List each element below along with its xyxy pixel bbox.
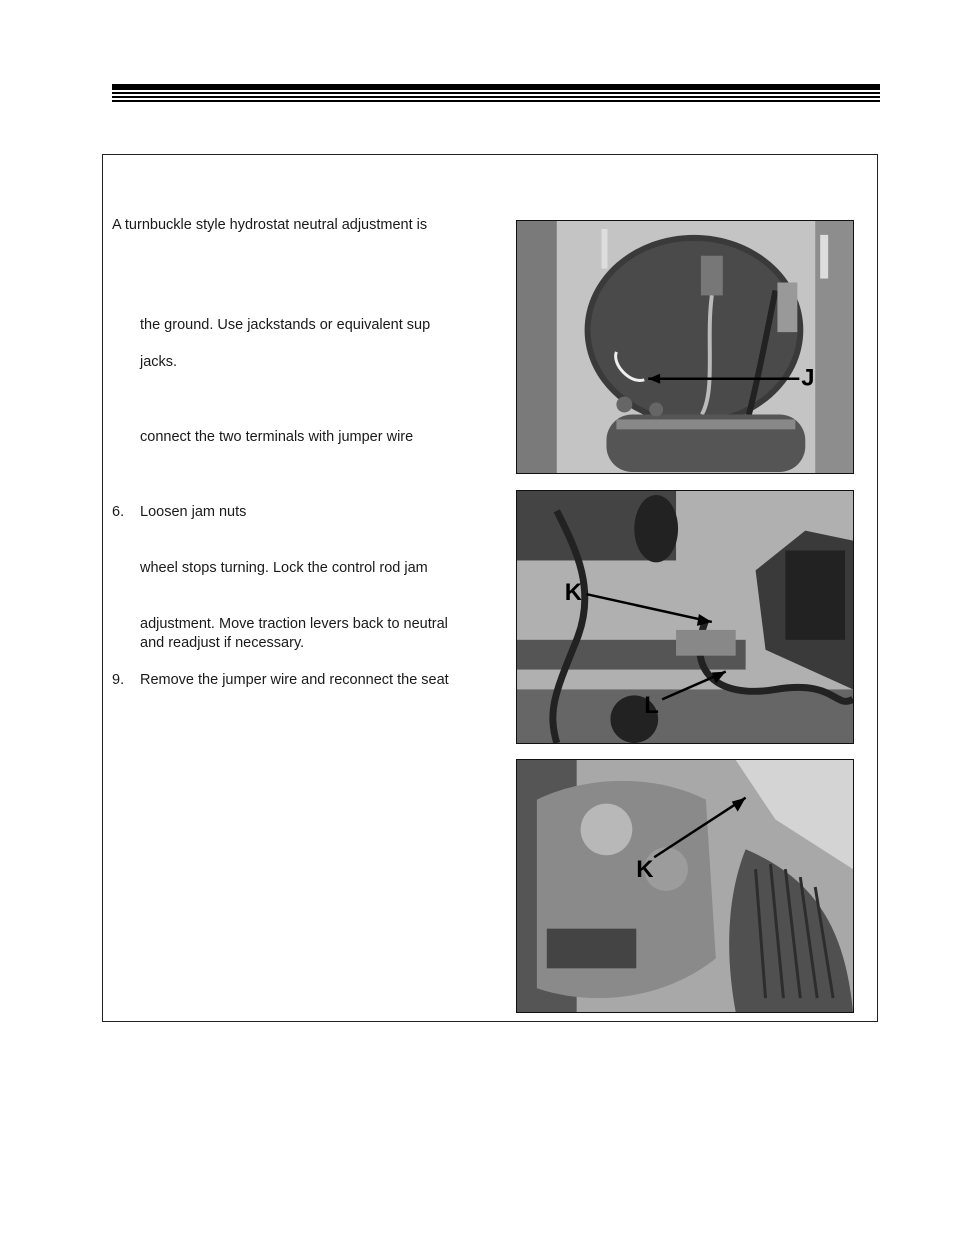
instruction-line: connect the two terminals with jumper wire [140, 429, 414, 445]
step-number: 9. [112, 672, 125, 688]
header-rule-3 [112, 100, 880, 102]
step-text: Loosen jam nuts [140, 504, 247, 520]
instruction-line: wheel stops turning. Lock the control rod jam [140, 560, 428, 576]
instruction-line: adjustment. Move traction levers back to neutral [140, 616, 448, 632]
callout-L: L [644, 692, 659, 720]
photo-hydro-pump [516, 759, 854, 1013]
photo-seat-switch [516, 220, 854, 474]
callout-J: J [801, 364, 815, 392]
header-rule-2 [112, 96, 880, 98]
header-rule-1 [112, 92, 880, 94]
step-text: Remove the jumper wire and reconnect the seat [140, 672, 449, 688]
callout-K: K [564, 579, 582, 607]
photo-control-rod [516, 490, 854, 744]
instruction-line: jacks. [140, 354, 178, 370]
callout-K: K [636, 856, 654, 884]
header-rule-thick [112, 84, 880, 90]
step-number: 6. [112, 504, 125, 520]
instruction-line: and readjust if necessary. [140, 635, 305, 651]
instruction-line: the ground. Use jackstands or equivalent sup [140, 317, 431, 333]
intro-text: A turnbuckle style hydrostat neutral adjustment is [112, 217, 428, 233]
